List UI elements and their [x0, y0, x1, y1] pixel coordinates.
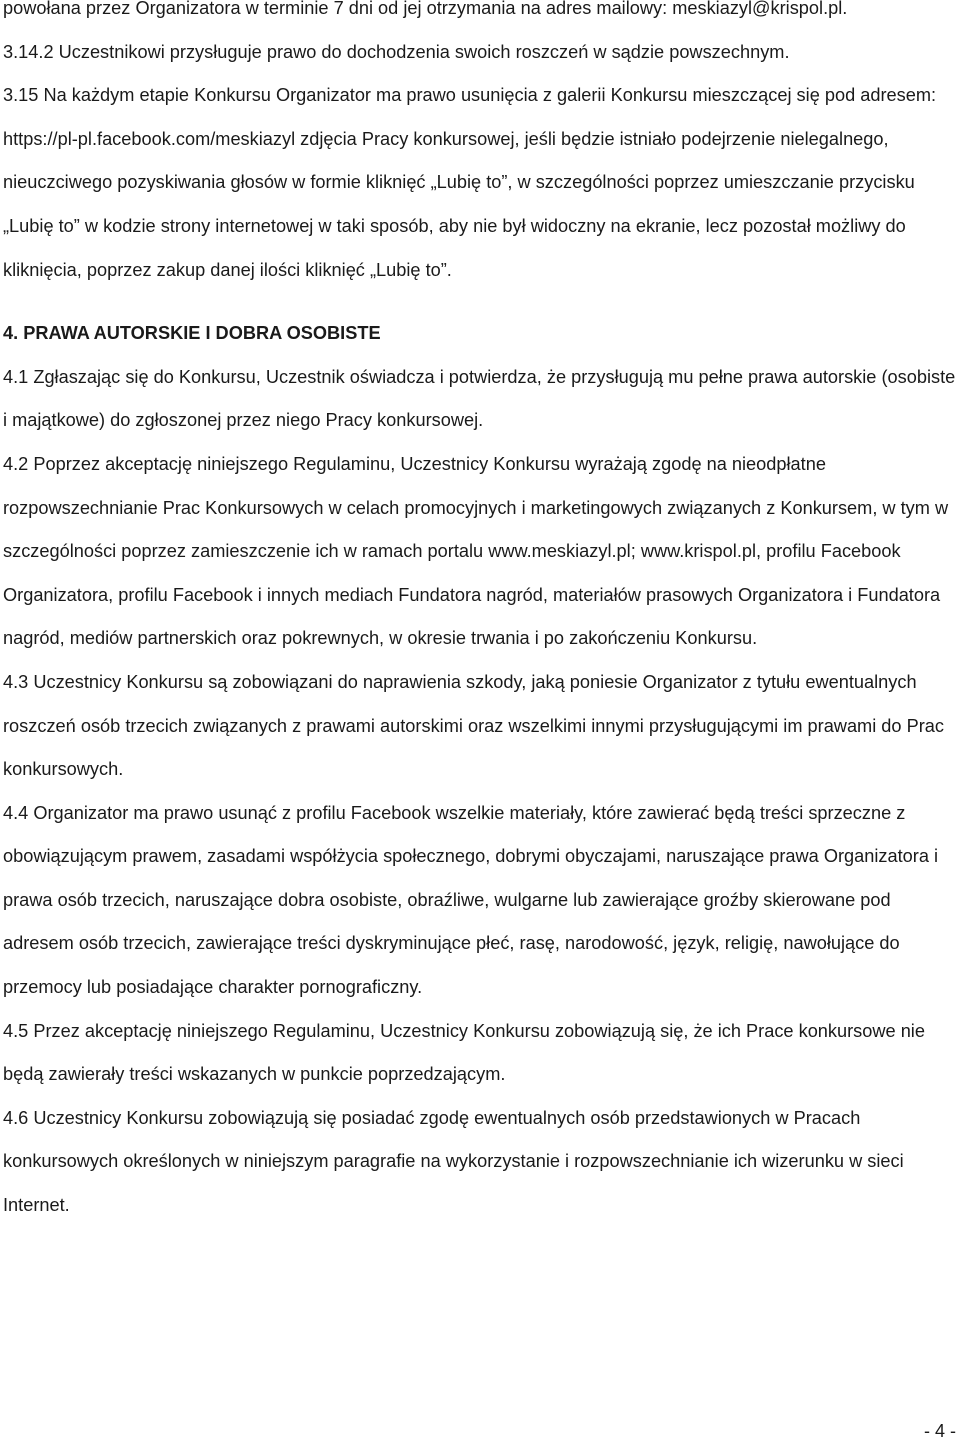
- paragraph-4-6: 4.6 Uczestnicy Konkursu zobowiązują się posiadać zgodę ewentualnych osób przedstawionych w Pracach konkursowych określonych w niniejszym paragrafie na wykorzystanie i rozpowszechnianie ich wizerunku w sieci Internet.: [3, 1107, 904, 1216]
- page-number: - 4 -: [923, 1421, 956, 1441]
- section-spacer: [3, 292, 957, 312]
- paragraph-4-3: 4.3 Uczestnicy Konkursu są zobowiązani do naprawienia szkody, jaką poniesie Organizator z tytułu ewentualnych roszczeń osób trzecich związanych z prawami autorskimi oraz wszelkimi innymi przysługującymi im prawami do Prac konkursowych.: [3, 671, 944, 780]
- paragraph-3-14-1-continuation: powołana przez Organizatora w terminie 7 dni od jej otrzymania na adres mailowy: meskiazyl@krispol.pl.: [3, 0, 848, 18]
- paragraph-4-5: 4.5 Przez akceptację niniejszego Regulaminu, Uczestnicy Konkursu zobowiązują się, że ich Prace konkursowe nie będą zawierały treści wskazanych w punkcie poprzedzającym.: [3, 1020, 925, 1085]
- paragraph-3-14-2: 3.14.2 Uczestnikowi przysługuje prawo do dochodzenia swoich roszczeń w sądzie powszechnym.: [3, 41, 790, 62]
- paragraph-3-15: 3.15 Na każdym etapie Konkursu Organizator ma prawo usunięcia z galerii Konkursu mieszczącej się pod adresem: https://pl-pl.facebook.com/meskiazyl zdjęcia Pracy konkursowej, jeśli będzie istniało podejrzenie nielegalnego, nieuczciwego pozyskiwania głosów w formie kliknięć „Lubię to”, w szczególności poprzez umieszczanie przycisku „Lubię to” w kodzie strony internetowej w taki sposób, aby nie był widoczny na ekranie, lecz pozostał możliwy do kliknięcia, poprzez zakup danej ilości kliknięć „Lubię to”.: [3, 85, 937, 280]
- section-heading: 4. PRAWA AUTORSKIE I DOBRA OSOBISTE: [3, 323, 381, 344]
- paragraph-4-4: 4.4 Organizator ma prawo usunąć z profilu Facebook wszelkie materiały, które zawierać będą treści sprzeczne z obowiązującym prawem, zasadami współżycia społecznego, dobrymi obyczajami, naruszające prawa Organizatora i prawa osób trzecich, naruszające dobra osobiste, obraźliwe, wulgarne lub zawierające groźby skierowane pod adresem osób trzecich, zawierające treści dyskryminujące płeć, rasę, narodowość, język, religię, nawołujące do przemocy lub posiadające charakter pornograficzny.: [3, 802, 939, 998]
- paragraph-4-2: 4.2 Poprzez akceptację niniejszego Regulaminu, Uczestnicy Konkursu wyrażają zgodę na nieodpłatne rozpowszechnianie Prac Konkursowych w celach promocyjnych i marketingowych związanych z Konkursem, w tym w szczególności poprzez zamieszczenie ich w ramach portalu www.meskiazyl.pl; www.krispol.pl, profilu Facebook Organizatora, profilu Facebook i innych mediach Fundatora nagród, materiałów prasowych Organizatora i Fundatora nagród, mediów partnerskich oraz pokrewnych, w okresie trwania i po zakończeniu Konkursu.: [3, 453, 949, 649]
- paragraph-4-1: 4.1 Zgłaszając się do Konkursu, Uczestnik oświadcza i potwierdza, że przysługują mu pełne prawa autorskie (osobiste i majątkowe) do zgłoszonej przez niego Pracy konkursowej.: [3, 366, 956, 431]
- document-page: [3, 0, 957, 1228]
